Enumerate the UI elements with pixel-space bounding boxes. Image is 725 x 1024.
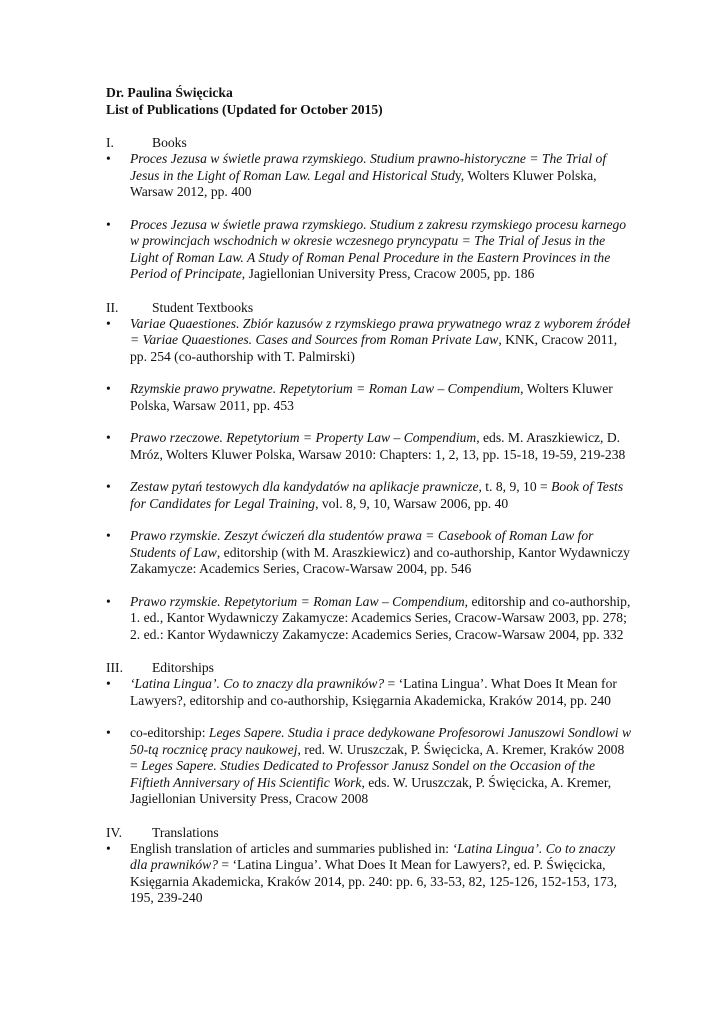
text-segment: , vol. 8, 9, 10, Warsaw 2006, pp. 40 (315, 495, 509, 511)
entry-text (130, 430, 635, 463)
text-segment: , red. W. Uruszczak, P. Święcicka, A. Kremer, Kraków 2008 = (130, 741, 625, 773)
document-title: List of Publications (Updated for October 2015) (106, 102, 383, 117)
text-segment: , t. 8, 9, 10 = (478, 479, 552, 494)
section-student-textbooks (106, 299, 635, 644)
section-title: Translations (152, 824, 219, 840)
italic-title-segment: Book of Tests for Candidates for Legal Training (130, 479, 624, 511)
entry-text (130, 676, 635, 709)
entry-text (130, 528, 635, 578)
bullet-icon: • (106, 479, 111, 494)
list-item (106, 479, 635, 512)
text-segment: , KNK, Cracow 2011, pp. 254 (co-authorship with T. Palmirski) (130, 332, 618, 364)
publication-sections (106, 134, 635, 907)
italic-title-segment: Prawo rzymskie. Zeszyt ćwiczeń dla studentów prawa = Casebook of Roman Law for Students of Law (130, 528, 594, 560)
bullet-icon: • (106, 528, 111, 543)
bullet-icon: • (106, 151, 111, 166)
italic-title-segment: Rzymskie prawo prywatne. Repetytorium = Roman Law – Compendium (130, 381, 521, 396)
entry-text (130, 151, 635, 201)
text-segment: , editorship and co-authorship, 1. ed., Kantor Wydawniczy Zakamycze: Academics Series, Cracow-Warsaw 2003, pp. 278; 2. ed.: Kantor Wydawniczy Zakamycze: Academics Series, Cracow-Warsaw 2004, pp. 332 (130, 593, 631, 642)
section-translations (106, 824, 635, 907)
list-item (106, 676, 635, 709)
italic-title-segment: Proces Jezusa w świetle prawa rzymskiego. Studium z zakresu rzymskiego procesu karnego w prowincjach wschodnich w okresie wczesnego pryncypatu = The Trial of Jesus in the Light of Roman Law. A Study of Roman Penal Procedure in the Eastern Provinces in the Period of Principate (130, 216, 627, 281)
italic-title-segment: Zestaw pytań testowych dla kandydatów na aplikacje prawnicze (130, 479, 479, 494)
italic-title-segment: Prawo rzymskie. Repetytorium = Roman Law – Compendium (130, 593, 465, 609)
section-number: III. (106, 660, 123, 675)
entry-text (130, 841, 635, 907)
list-item (106, 725, 635, 808)
list-item (106, 316, 635, 366)
bullet-icon: • (106, 725, 111, 740)
list-item (106, 151, 635, 201)
italic-title-segment: Prawo rzeczowe. Repetytorium = Property Law – Compendium (130, 430, 477, 445)
bullet-icon: • (106, 315, 111, 331)
section-number: I. (106, 135, 114, 150)
text-segment: , Wolters Kluwer Polska, Warsaw 2011, pp. 453 (130, 381, 613, 413)
bullet-icon: • (106, 381, 111, 396)
italic-title-segment: ‘Latina Lingua’. Co to znaczy dla prawników? (130, 840, 616, 872)
list-item (106, 381, 635, 414)
entry-text (130, 479, 635, 512)
bullet-icon: • (106, 216, 111, 232)
text-segment: , eds. M. Araszkiewicz, D. Mróz, Wolters Kluwer Polska, Warsaw 2010: Chapters: 1, 2, 13, pp. 15-18, 19-59, 219-238 (130, 430, 626, 462)
entry-text (130, 725, 635, 808)
section-books (106, 134, 635, 283)
section-editorships (106, 659, 635, 808)
entry-text (130, 316, 635, 366)
section-heading (106, 134, 635, 151)
section-title: Editorships (152, 660, 214, 675)
section-heading (106, 299, 635, 316)
text-segment: co-editorship: (130, 725, 209, 740)
list-item (106, 841, 635, 907)
italic-title-segment: Variae Quaestiones. Zbiór kazusów z rzymskiego prawa prywatnego wraz z wyborem źródeł = Variae Quaestiones. Cases and Sources from Roman Private Law (130, 315, 631, 347)
entry-text (130, 217, 635, 283)
list-item (106, 528, 635, 578)
list-item (106, 430, 635, 463)
text-segment: = ‘Latina Lingua’. What Does It Mean for Lawyers?, ed. P. Święcicka, Księgarnia Akademicka, Kraków 2014, pp. 240: pp. 6, 33-53, 82, 125-126, 152-153, 173, 195, 239-240 (130, 857, 618, 905)
entry-text (130, 381, 635, 414)
italic-title-segment: Leges Sapere. Studies Dedicated to Professor Janusz Sondel on the Occasion of the Fiftieth Anniversary of His Scientific Work (130, 758, 596, 790)
text-segment: English translation of articles and summaries published in: (130, 840, 453, 856)
entry-list (106, 841, 635, 907)
text-segment: = ‘Latina Lingua’. What Does It Mean for Lawyers?, editorship and co-authorship, Księgarnia Akademicka, Kraków 2014, pp. 240 (130, 676, 617, 708)
italic-title-segment: Leges Sapere. Studia i prace dedykowane Profesorowi Januszowi Sondlowi w 50-tą rocznicę pracy naukowej (130, 725, 632, 757)
list-item (106, 594, 635, 644)
section-number: IV. (106, 824, 122, 840)
section-heading (106, 659, 635, 676)
text-segment: , Jagiellonian University Press, Cracow 2005, pp. 186 (241, 266, 535, 281)
section-title: Student Textbooks (152, 299, 254, 315)
text-segment: , eds. W. Uruszczak, P. Święcicka, A. Kremer, Jagiellonian University Press, Cracow 2008 (130, 774, 612, 806)
section-number: II. (106, 299, 119, 315)
entry-list (106, 151, 635, 283)
section-heading (106, 824, 635, 841)
italic-title-segment: ‘Latina Lingua’. Co to znaczy dla prawników? (130, 676, 385, 691)
italic-title-segment: Proces Jezusa w świetle prawa rzymskiego. Studium prawno-historyczne = The Trial of Jesus in the Light of Roman Law. Legal and Historical Stud (130, 151, 607, 183)
bullet-icon: • (106, 840, 111, 856)
entry-list (106, 676, 635, 808)
bullet-icon: • (106, 430, 111, 445)
entry-list (106, 316, 635, 644)
section-title: Books (152, 135, 187, 150)
list-item (106, 217, 635, 283)
bullet-icon: • (106, 676, 111, 691)
text-segment: , editorship (with M. Araszkiewicz) and co-authorship, Kantor Wydawniczy Zakamycze: Academics Series, Cracow-Warsaw 2004, pp. 546 (130, 544, 630, 576)
author-name: Dr. Paulina Święcicka (106, 85, 233, 100)
bullet-icon: • (106, 593, 111, 609)
text-segment: y, Wolters Kluwer Polska, Warsaw 2012, pp. 400 (130, 167, 597, 199)
entry-text (130, 594, 635, 644)
